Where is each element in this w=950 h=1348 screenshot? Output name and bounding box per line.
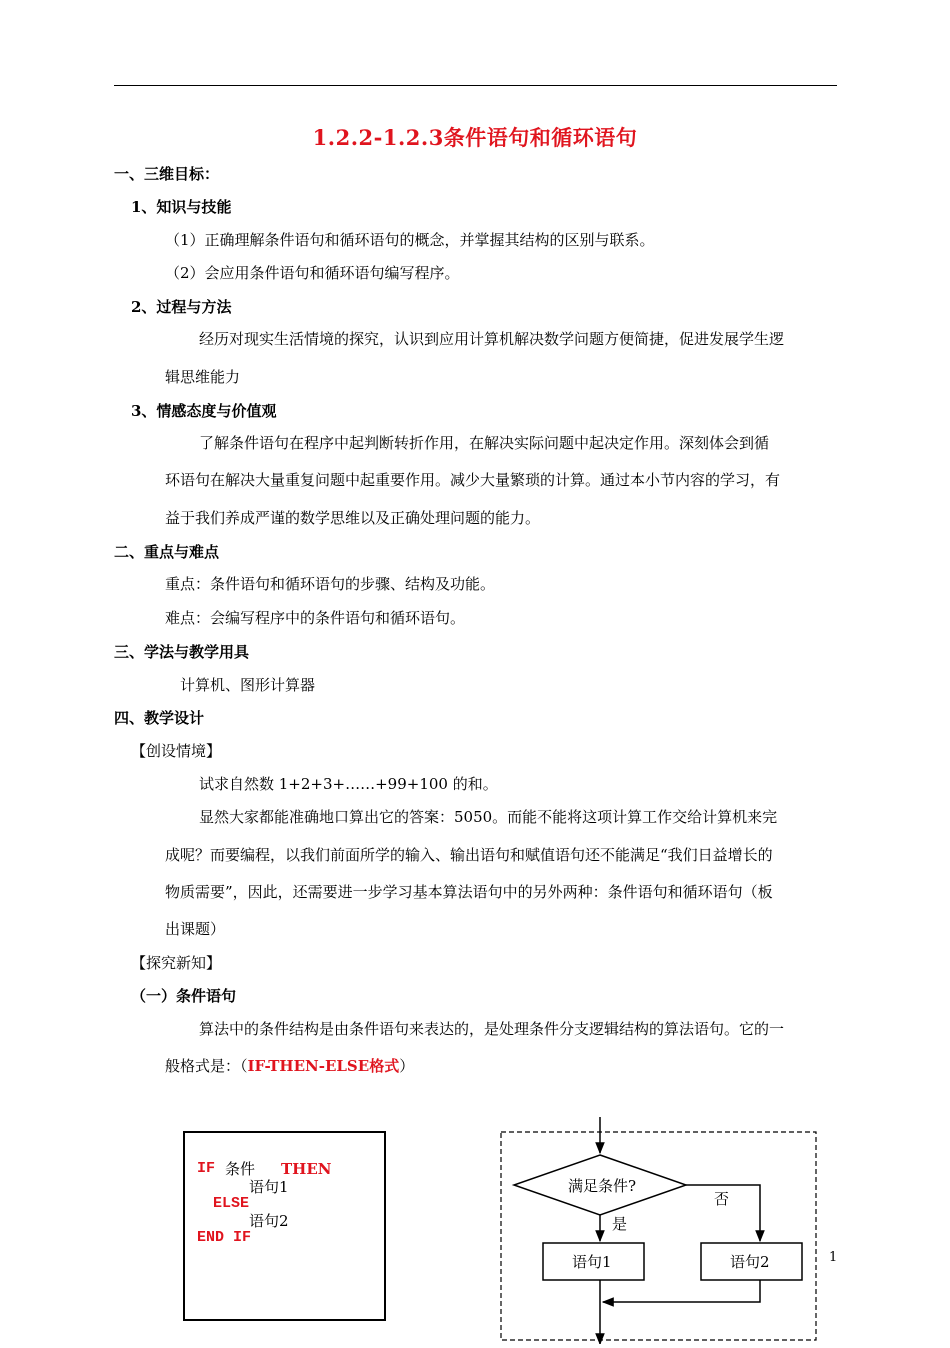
section-heading-methods: 三、学法与教学用具 xyxy=(114,643,250,661)
yes-label: 是 xyxy=(612,1215,628,1233)
header-rule xyxy=(114,85,837,86)
box-1-label: 语句1 xyxy=(572,1253,612,1271)
dashed-frame xyxy=(501,1132,816,1340)
code-condition: 条件 xyxy=(225,1160,256,1178)
subheading-attitude: 3、情感态度与价值观 xyxy=(131,402,277,420)
key-point: 重点：条件语句和循环语句的步骤、结构及功能。 xyxy=(165,575,496,593)
attitude-line-1: 了解条件语句在程序中起判断转折作用，在解决实际问题中起决定作用。深刻体会到循 xyxy=(199,434,770,452)
subheading-conditional: （一）条件语句 xyxy=(131,987,237,1005)
page-number: 1 xyxy=(829,1250,838,1265)
teaching-tools: 计算机、图形计算器 xyxy=(180,676,316,694)
decision-label: 满足条件? xyxy=(568,1177,637,1195)
format-name: IF-THEN-ELSE格式 xyxy=(247,1057,400,1075)
format-prefix: 般格式是：（ xyxy=(165,1057,248,1075)
keyword-if: IF xyxy=(197,1160,216,1177)
keyword-else: ELSE xyxy=(213,1195,250,1212)
page-title: 1.2.2-1.2.3条件语句和循环语句 xyxy=(312,125,638,150)
scenario-line-2: 显然大家都能准确地口算出它的答案：5050。而能不能将这项计算工作交给计算机来完 xyxy=(199,808,778,826)
label-scenario: 【创设情境】 xyxy=(131,742,222,760)
section-heading-keypoints: 二、重点与难点 xyxy=(114,543,220,561)
scenario-line-4: 物质需要”，因此，还需要进一步学习基本算法语句中的另外两种：条件语句和循环语句（板 xyxy=(165,883,773,901)
code-box xyxy=(183,1131,386,1321)
attitude-line-3: 益于我们养成严谨的数学思维以及正确处理问题的能力。 xyxy=(165,509,541,527)
attitude-line-2: 环语句在解决大量重复问题中起重要作用。减少大量繁琐的计算。通过本小节内容的学习，有 xyxy=(165,471,781,489)
conditional-line-2 xyxy=(165,1056,414,1076)
objective-item-1: （1）正确理解条件语句和循环语句的概念，并掌握其结构的区别与联系。 xyxy=(165,231,655,249)
objective-item-2: （2）会应用条件语句和循环语句编写程序。 xyxy=(165,264,460,282)
section-heading-design: 四、教学设计 xyxy=(114,709,205,727)
flowchart-graphics xyxy=(490,1112,830,1344)
scenario-line-1: 试求自然数 1+2+3+……+99+100 的和。 xyxy=(199,775,498,793)
subheading-knowledge: 1、知识与技能 xyxy=(131,198,232,216)
scenario-line-3: 成呢？而要编程，以我们前面所学的输入、输出语句和赋值语句还不能满足“我们日益增长的 xyxy=(165,846,773,864)
keyword-then: THEN xyxy=(281,1160,332,1178)
process-line-2: 辑思维能力 xyxy=(165,368,241,386)
difficult-point: 难点：会编写程序中的条件语句和循环语句。 xyxy=(165,609,466,627)
merge-arrow xyxy=(603,1280,760,1302)
section-heading-objectives: 一、三维目标： xyxy=(114,165,220,183)
code-statement-2: 语句2 xyxy=(249,1212,289,1230)
no-label: 否 xyxy=(714,1190,730,1208)
subheading-process: 2、过程与方法 xyxy=(131,298,232,316)
conditional-line-1: 算法中的条件结构是由条件语句来表达的，是处理条件分支逻辑结构的算法语句。它的一 xyxy=(199,1020,785,1038)
box-2-label: 语句2 xyxy=(730,1253,770,1271)
label-explore: 【探究新知】 xyxy=(131,954,222,972)
flowchart xyxy=(490,1112,830,1344)
scenario-line-5: 出课题） xyxy=(165,920,226,938)
keyword-end-if: END IF xyxy=(197,1229,252,1246)
process-line-1: 经历对现实生活情境的探究，认识到应用计算机解决数学问题方便简捷，促进发展学生逻 xyxy=(199,330,785,348)
format-suffix: ） xyxy=(399,1057,415,1075)
code-statement-1: 语句1 xyxy=(249,1178,289,1196)
